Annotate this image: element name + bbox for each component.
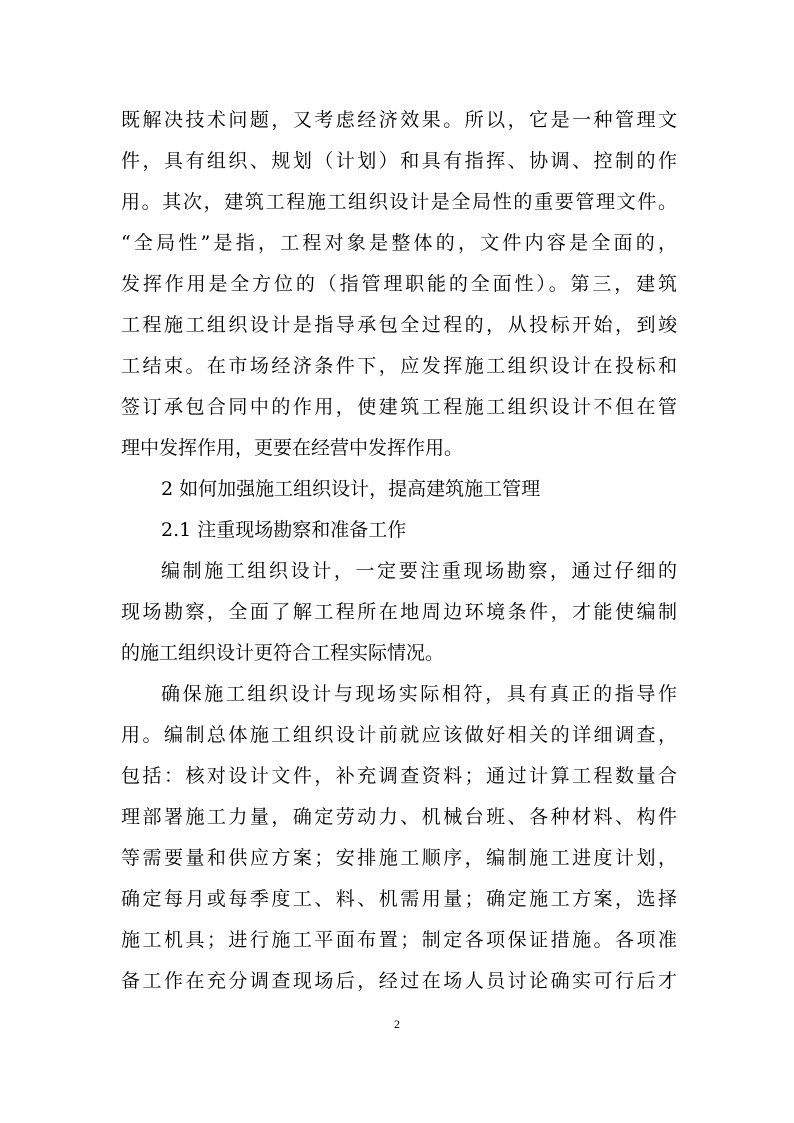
text-line: 用。其次，建筑工程施工组织设计是全局性的重要管理文件。 xyxy=(121,191,677,213)
text-line: 理部署施工力量，确定劳动力、机械台班、各种材料、构件 xyxy=(121,806,677,828)
text-line: 既解决技术问题，又考虑经济效果。所以，它是一种管理文 xyxy=(121,109,677,131)
text-line: 确保施工组织设计与现场实际相符，具有真正的指导作 xyxy=(161,683,677,705)
text-line: 签订承包合同中的作用，使建筑工程施工组织设计不但在管 xyxy=(121,396,677,418)
text-line: 施工机具；进行施工平面布置；制定各项保证措施。各项准 xyxy=(121,929,677,951)
text-line: 的施工组织设计更符合工程实际情况。 xyxy=(121,642,445,664)
text-line: 编制施工组织设计，一定要注重现场勘察，通过仔细的 xyxy=(161,560,677,582)
text-line: 工结束。在市场经济条件下，应发挥施工组织设计在投标和 xyxy=(121,355,677,377)
text-line: 理中发挥作用，更要在经营中发挥作用。 xyxy=(121,437,464,459)
text-line: 2.1 注重现场勘察和准备工作 xyxy=(161,519,407,541)
text-line: 等需要量和供应方案；安排施工顺序，编制施工进度计划， xyxy=(121,847,677,869)
body-text xyxy=(121,100,677,1002)
text-line: 件，具有组织、规划（计划）和具有指挥、协调、控制的作 xyxy=(121,150,677,172)
text-line: 备工作在充分调查现场后，经过在场人员讨论确实可行后才 xyxy=(121,970,677,992)
text-line: 工程施工组织设计是指导承包全过程的，从投标开始，到竣 xyxy=(121,314,677,336)
text-line: 发挥作用是全方位的（指管理职能的全面性）。第三，建筑 xyxy=(121,273,677,295)
text-line: 确定每月或每季度工、料、机需用量；确定施工方案，选择 xyxy=(121,888,677,910)
page-number: 2 xyxy=(394,1017,400,1031)
text-line: 用。编制总体施工组织设计前就应该做好相关的详细调查， xyxy=(121,724,677,746)
text-line: 包括：核对设计文件，补充调查资料；通过计算工程数量合 xyxy=(121,765,677,787)
text-line: 2 如何加强施工组织设计，提高建筑施工管理 xyxy=(161,478,541,500)
text-line: 现场勘察，全面了解工程所在地周边环境条件，才能使编制 xyxy=(121,601,677,623)
text-line: “全局性”是指，工程对象是整体的，文件内容是全面的， xyxy=(121,232,677,254)
